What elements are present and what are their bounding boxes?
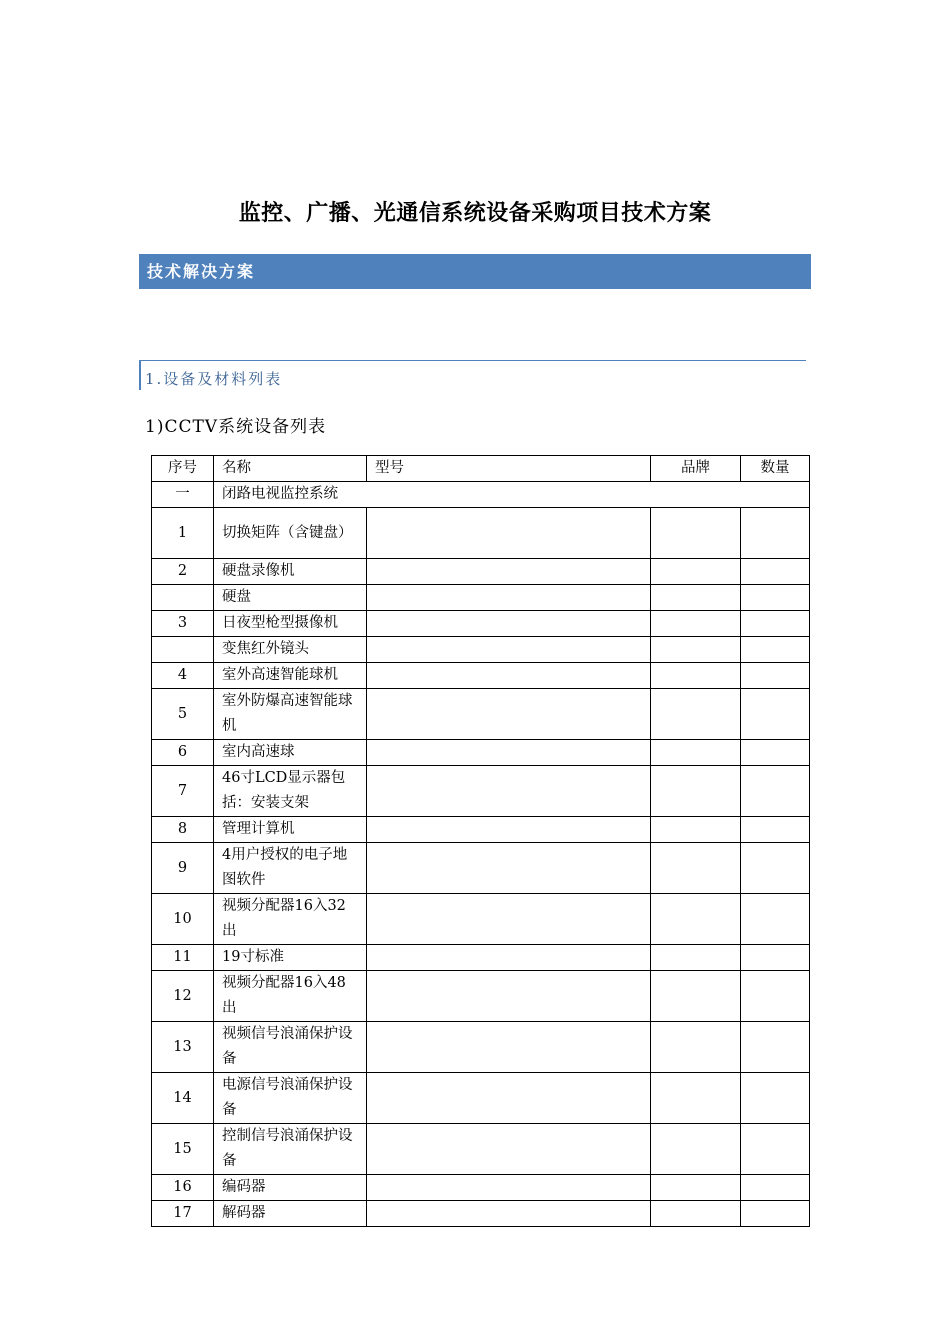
- header-index: 序号: [152, 456, 214, 482]
- table-row: [152, 1175, 810, 1201]
- row-index: 14: [152, 1073, 214, 1124]
- row-quantity: [741, 843, 810, 894]
- row-index: 15: [152, 1124, 214, 1175]
- row-name: [214, 766, 367, 817]
- row-name-text: 19寸标准: [222, 949, 284, 965]
- row-name-text: 视频分配器16入48出: [222, 975, 346, 1016]
- row-index: 16: [152, 1175, 214, 1201]
- row-quantity: [741, 1022, 810, 1073]
- row-index: 7: [152, 766, 214, 817]
- row-brand: [651, 971, 741, 1022]
- row-name: [214, 585, 367, 611]
- table-row: [152, 843, 810, 894]
- row-name: [214, 1201, 367, 1227]
- row-name-text: 控制信号浪涌保护设备: [222, 1128, 353, 1169]
- row-model: [367, 1201, 651, 1227]
- row-index: 13: [152, 1022, 214, 1073]
- table-row: [152, 1073, 810, 1124]
- row-brand: [651, 559, 741, 585]
- row-name-text: 解码器: [222, 1205, 266, 1221]
- row-brand: [651, 766, 741, 817]
- table-row: [152, 817, 810, 843]
- row-index: 1: [152, 508, 214, 559]
- table-row: [152, 1124, 810, 1175]
- row-brand: [651, 663, 741, 689]
- row-name: [214, 637, 367, 663]
- row-name: [214, 945, 367, 971]
- row-model: [367, 740, 651, 766]
- row-brand: [651, 585, 741, 611]
- equipment-table-body: [152, 456, 810, 1227]
- row-brand: [651, 1175, 741, 1201]
- equipment-table: [151, 455, 810, 1227]
- row-index: 17: [152, 1201, 214, 1227]
- row-quantity: [741, 585, 810, 611]
- row-brand: [651, 1073, 741, 1124]
- row-name-text: 46寸LCD显示器包括：安装支架: [222, 770, 346, 811]
- row-name: [214, 1175, 367, 1201]
- table-row: [152, 766, 810, 817]
- row-quantity: [741, 1201, 810, 1227]
- row-brand: [651, 817, 741, 843]
- row-index: 3: [152, 611, 214, 637]
- row-brand: [651, 1201, 741, 1227]
- row-brand: [651, 945, 741, 971]
- row-name: [214, 1124, 367, 1175]
- row-model: [367, 663, 651, 689]
- row-name: [214, 740, 367, 766]
- row-model: [367, 894, 651, 945]
- row-quantity: [741, 766, 810, 817]
- row-name: [214, 971, 367, 1022]
- row-brand: [651, 637, 741, 663]
- row-index: 4: [152, 663, 214, 689]
- row-index: 5: [152, 689, 214, 740]
- row-model: [367, 1175, 651, 1201]
- row-name: [214, 1073, 367, 1124]
- row-brand: [651, 740, 741, 766]
- row-name-text: 室外防爆高速智能球机: [222, 693, 353, 734]
- row-name: [214, 1022, 367, 1073]
- section-marker: [139, 361, 141, 390]
- row-name: [214, 559, 367, 585]
- row-index: [152, 637, 214, 663]
- row-brand: [651, 689, 741, 740]
- row-model: [367, 971, 651, 1022]
- row-quantity: [741, 1175, 810, 1201]
- document-title: 监控、广播、光通信系统设备采购项目技术方案: [238, 201, 712, 226]
- group-name: 闭路电视监控系统: [214, 482, 810, 508]
- row-brand: [651, 894, 741, 945]
- row-index: 2: [152, 559, 214, 585]
- row-model: [367, 689, 651, 740]
- row-name: [214, 663, 367, 689]
- row-index: 12: [152, 971, 214, 1022]
- row-index: 10: [152, 894, 214, 945]
- row-name-text: 硬盘: [222, 589, 251, 605]
- row-brand: [651, 1124, 741, 1175]
- table-row: [152, 1022, 810, 1073]
- header-quantity: 数量: [741, 456, 810, 482]
- table-row: [152, 894, 810, 945]
- row-brand: [651, 1022, 741, 1073]
- table-row: [152, 637, 810, 663]
- row-name: [214, 689, 367, 740]
- row-name-text: 切换矩阵（含键盘）: [222, 524, 353, 541]
- row-index: [152, 585, 214, 611]
- row-quantity: [741, 611, 810, 637]
- row-quantity: [741, 663, 810, 689]
- table-row: [152, 971, 810, 1022]
- row-quantity: [741, 1124, 810, 1175]
- row-name-text: 日夜型枪型摄像机: [222, 615, 338, 631]
- table-row: [152, 559, 810, 585]
- row-quantity: [741, 637, 810, 663]
- row-name-text: 变焦红外镜头: [222, 641, 309, 657]
- row-name-text: 编码器: [222, 1179, 266, 1195]
- row-model: [367, 1073, 651, 1124]
- row-name-text: 硬盘录像机: [222, 563, 295, 579]
- table-group-row: [152, 482, 810, 508]
- row-name: [214, 611, 367, 637]
- row-name-text: 视频信号浪涌保护设备: [222, 1026, 353, 1067]
- row-brand: [651, 843, 741, 894]
- row-quantity: [741, 817, 810, 843]
- row-quantity: [741, 1073, 810, 1124]
- row-model: [367, 585, 651, 611]
- row-name-text: 室内高速球: [222, 744, 295, 760]
- table-row: [152, 689, 810, 740]
- row-index: 8: [152, 817, 214, 843]
- row-quantity: [741, 689, 810, 740]
- row-model: [367, 637, 651, 663]
- row-name-text: 室外高速智能球机: [222, 667, 338, 683]
- row-model: [367, 559, 651, 585]
- row-quantity: [741, 945, 810, 971]
- section-divider: [139, 360, 806, 361]
- row-model: [367, 843, 651, 894]
- row-model: [367, 1022, 651, 1073]
- row-name: [214, 843, 367, 894]
- row-quantity: [741, 894, 810, 945]
- table-row: [152, 740, 810, 766]
- row-index: 9: [152, 843, 214, 894]
- row-quantity: [741, 740, 810, 766]
- row-name-text: 4用户授权的电子地图软件: [222, 847, 348, 888]
- table-row: [152, 945, 810, 971]
- row-model: [367, 1124, 651, 1175]
- row-quantity: [741, 508, 810, 559]
- table-row: [152, 1201, 810, 1227]
- row-name-text: 视频分配器16入32出: [222, 898, 346, 939]
- table-row: [152, 611, 810, 637]
- row-model: [367, 945, 651, 971]
- row-name: [214, 817, 367, 843]
- row-quantity: [741, 971, 810, 1022]
- section-banner: 技术解决方案: [139, 254, 811, 289]
- header-model: 型号: [367, 456, 651, 482]
- row-quantity: [741, 559, 810, 585]
- row-index: 6: [152, 740, 214, 766]
- row-model: [367, 817, 651, 843]
- table-caption: 1)CCTV系统设备列表: [145, 417, 327, 437]
- table-row: [152, 663, 810, 689]
- row-name: [214, 894, 367, 945]
- group-index: 一: [152, 482, 214, 508]
- table-row: [152, 508, 810, 559]
- row-model: [367, 508, 651, 559]
- row-index: 11: [152, 945, 214, 971]
- row-model: [367, 611, 651, 637]
- row-brand: [651, 611, 741, 637]
- table-row: [152, 585, 810, 611]
- row-name-text: 电源信号浪涌保护设备: [222, 1077, 353, 1118]
- header-brand: 品牌: [651, 456, 741, 482]
- row-name: [214, 508, 367, 559]
- section-heading: 1.设备及材料列表: [145, 370, 283, 388]
- row-name-text: 管理计算机: [222, 821, 295, 837]
- row-model: [367, 766, 651, 817]
- header-name: 名称: [214, 456, 367, 482]
- table-header-row: [152, 456, 810, 482]
- row-brand: [651, 508, 741, 559]
